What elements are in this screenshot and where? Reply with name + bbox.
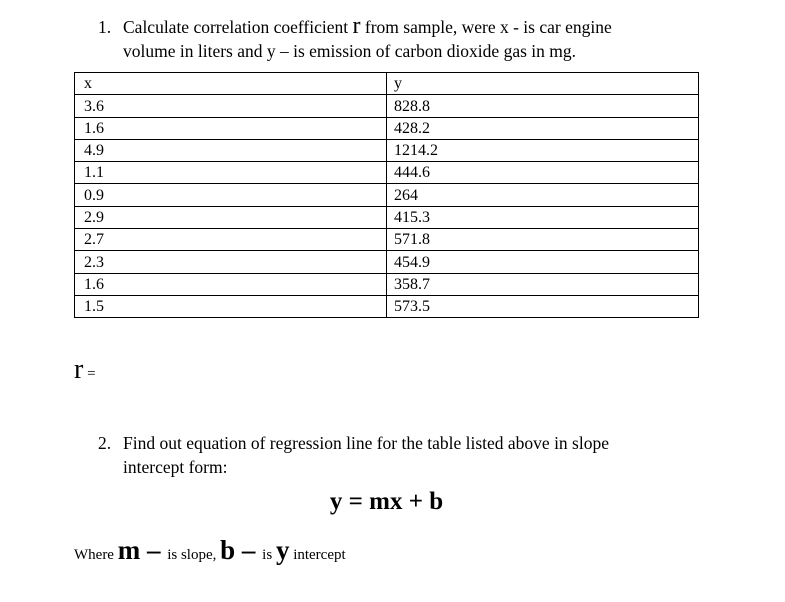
regression-formula: y = mx + b [329, 488, 444, 515]
intercept-text: intercept [289, 547, 346, 563]
cell-y: 358.7 [387, 273, 699, 295]
table-row [75, 95, 699, 117]
where-text: Where [74, 547, 118, 563]
header-x: x [75, 73, 387, 95]
question-2-line-2: intercept form: [123, 457, 228, 477]
r-equals: = [83, 366, 96, 382]
data-table [74, 72, 699, 318]
cell-y: 571.8 [387, 229, 699, 251]
cell-x: 2.3 [75, 251, 387, 273]
table-row [75, 184, 699, 206]
is-text: is [262, 547, 276, 563]
cell-y: 573.5 [387, 295, 699, 317]
cell-x: 1.6 [75, 273, 387, 295]
cell-y: 264 [387, 184, 699, 206]
cell-x: 1.5 [75, 295, 387, 317]
r-answer-line [74, 355, 96, 389]
question-2-line-1 [98, 431, 718, 455]
question-1-number: 1. [98, 17, 112, 37]
header-y: y [387, 73, 699, 95]
cell-x: 2.9 [75, 206, 387, 228]
cell-y: 1214.2 [387, 139, 699, 161]
table-row [75, 117, 699, 139]
where-line [74, 533, 346, 572]
cell-x: 1.1 [75, 162, 387, 184]
cell-y: 828.8 [387, 95, 699, 117]
table-row [75, 273, 699, 295]
table-row [75, 162, 699, 184]
question-1-text-a: Calculate correlation coefficient [123, 17, 353, 37]
is-slope-text: is slope, [167, 547, 221, 563]
table-row [75, 206, 699, 228]
cell-x: 1.6 [75, 117, 387, 139]
question-1-line-1 [98, 14, 718, 39]
table-row [75, 295, 699, 317]
cell-x: 3.6 [75, 95, 387, 117]
question-2-number: 2. [98, 433, 112, 453]
cell-y: 415.3 [387, 206, 699, 228]
y-symbol: y [275, 535, 290, 565]
cell-x: 0.9 [75, 184, 387, 206]
cell-y: 444.6 [387, 162, 699, 184]
question-1-line-2: volume in liters and y – is emission of carbon dioxide gas in mg. [123, 41, 576, 61]
r-symbol: r [74, 354, 84, 385]
question-1-r-symbol: r [352, 13, 361, 39]
table-header-row [75, 73, 699, 95]
question-1-text-b: from sample, were x - is car engine [360, 17, 612, 37]
cell-y: 428.2 [387, 117, 699, 139]
cell-y: 454.9 [387, 251, 699, 273]
table-row [75, 251, 699, 273]
question-2 [98, 431, 718, 479]
m-symbol: m [117, 535, 141, 565]
cell-x: 4.9 [75, 139, 387, 161]
cell-x: 2.7 [75, 229, 387, 251]
dash-2: – [235, 535, 263, 565]
table-row [75, 139, 699, 161]
question-1 [98, 14, 718, 63]
table-row [75, 229, 699, 251]
dash-1: – [140, 535, 168, 565]
b-symbol: b [220, 535, 236, 565]
question-2-text: Find out equation of regression line for the table listed above in slope [123, 433, 610, 453]
